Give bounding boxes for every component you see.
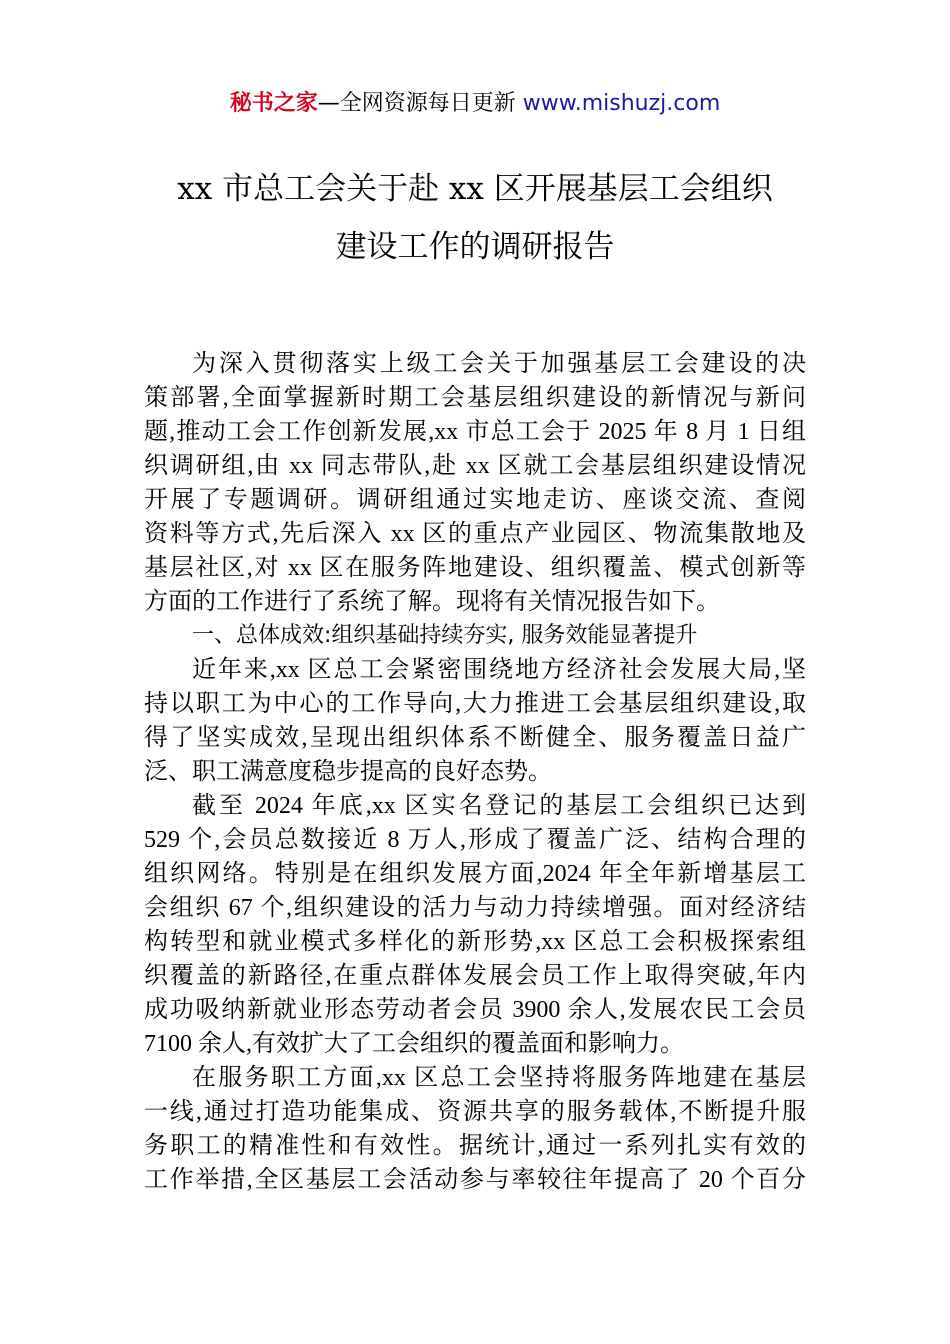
paragraph-statistics	[144, 789, 806, 1061]
title-line-2: 建设工作的调研报告	[335, 229, 615, 265]
site-brand: 秘书之家	[229, 91, 318, 116]
text-line: 为深入贯彻落实上级工会关于加强基层工会建设的决	[192, 351, 806, 377]
title-line-1: xx 市总工会关于赴 xx 区开展基层工会组织	[177, 171, 773, 207]
section-heading: 一、总体成效:组织基础持续夯实, 服务效能显著提升	[192, 623, 698, 648]
text-line: 资料等方式,先后深入 xx 区的重点产业园区、物流集散地及	[144, 521, 806, 547]
text-line: 得了坚实成效,呈现出组织体系不断健全、服务覆盖日益广	[144, 725, 806, 751]
text-line: 近年来,xx 区总工会紧密围绕地方经济社会发展大局,坚	[192, 657, 806, 683]
text-line: 截至 2024 年底,xx 区实名登记的基层工会组织已达到	[192, 793, 806, 819]
text-line: 泛、职工满意度稳步提高的良好态势。	[144, 759, 552, 785]
text-line: 529 个,会员总数接近 8 万人,形成了覆盖广泛、结构合理的	[144, 827, 806, 853]
text-line: 会组织 67 个,组织建设的活力与动力持续增强。面对经济结	[144, 895, 806, 921]
site-tagline: —全网资源每日更新	[317, 91, 516, 116]
paragraph-intro	[144, 347, 806, 619]
document-body	[144, 347, 806, 1197]
text-line: 组织网络。特别是在组织发展方面,2024 年全年新增基层工	[144, 861, 806, 887]
text-line: 成功吸纳新就业形态劳动者会员 3900 余人,发展农民工会员	[144, 997, 806, 1023]
text-line: 在服务职工方面,xx 区总工会坚持将服务阵地建在基层	[192, 1065, 806, 1091]
text-line: 务职工的精准性和有效性。据统计,通过一系列扎实有效的	[144, 1133, 806, 1159]
text-line: 工作举措,全区基层工会活动参与率较往年提高了 20 个百分	[144, 1167, 806, 1193]
text-line: 构转型和就业模式多样化的新形势,xx 区总工会积极探索组	[144, 929, 806, 955]
paragraph-services	[144, 1061, 806, 1197]
text-line: 7100 余人,有效扩大了工会组织的覆盖面和影响力。	[144, 1031, 684, 1057]
text-line: 织覆盖的新路径,在重点群体发展会员工作上取得突破,年内	[144, 963, 806, 989]
text-line: 织调研组,由 xx 同志带队,赴 xx 区就工会基层组织建设情况	[144, 453, 806, 479]
paragraph-overview	[144, 653, 806, 789]
text-line: 策部署,全面掌握新时期工会基层组织建设的新情况与新问	[144, 385, 806, 411]
text-line: 基层社区,对 xx 区在服务阵地建设、组织覆盖、模式创新等	[144, 555, 806, 581]
text-line: 开展了专题调研。调研组通过实地走访、座谈交流、查阅	[144, 487, 806, 513]
text-line: 题,推动工会工作创新发展,xx 市总工会于 2025 年 8 月 1 日组	[144, 419, 806, 445]
site-url[interactable]: www.mishuzj.com	[522, 91, 721, 116]
text-line: 方面的工作进行了系统了解。现将有关情况报告如下。	[144, 589, 720, 615]
text-line: 持以职工为中心的工作导向,大力推进工会基层组织建设,取	[144, 691, 806, 717]
document-title	[100, 160, 850, 276]
site-header	[0, 88, 950, 120]
text-line: 一线,通过打造功能集成、资源共享的服务载体,不断提升服	[144, 1099, 806, 1125]
